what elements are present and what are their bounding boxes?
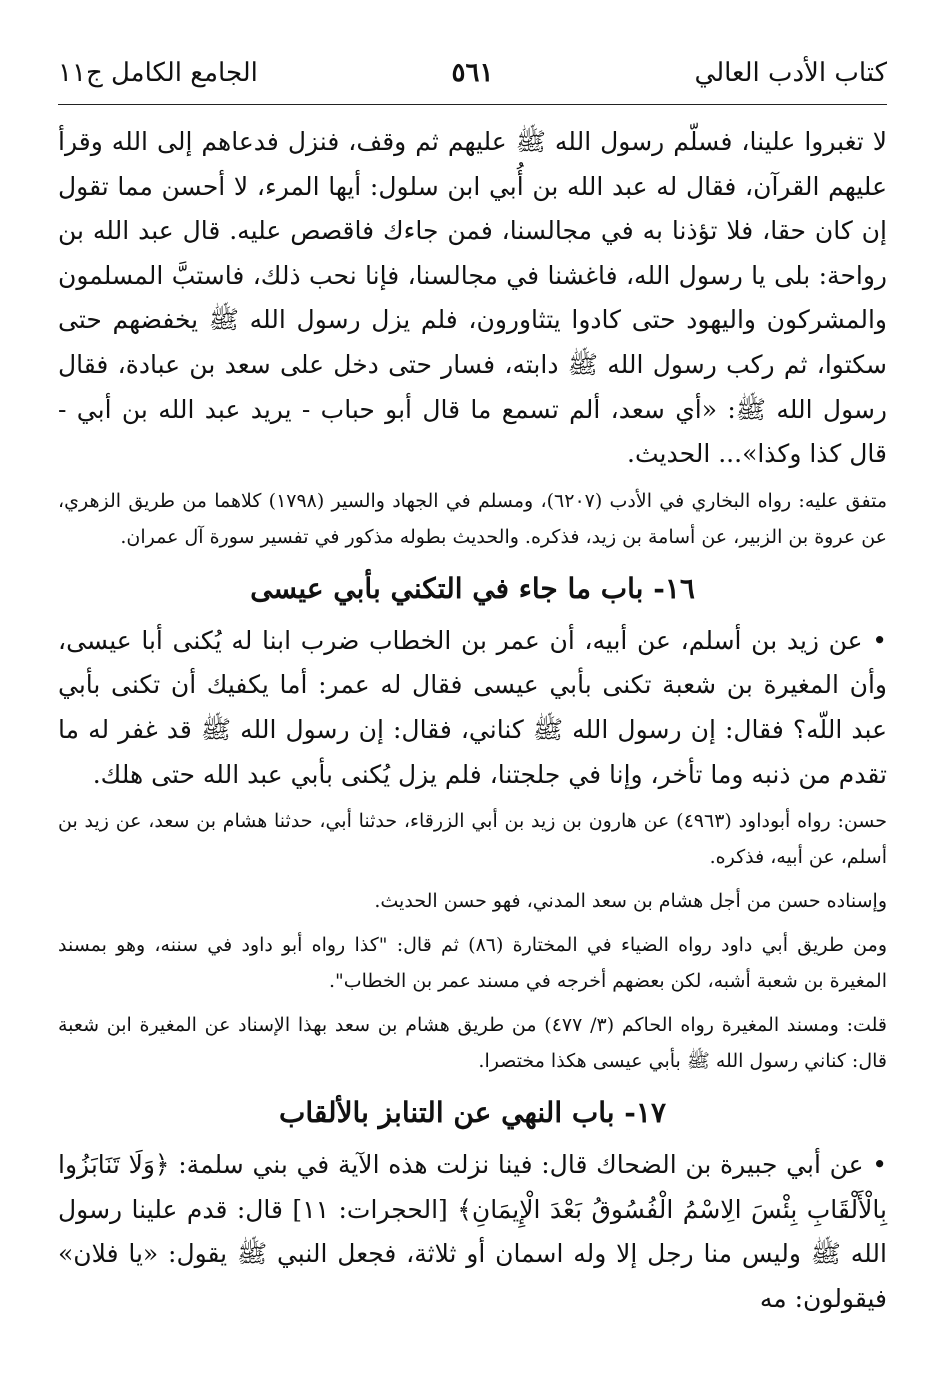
takhrij-note: قلت: ومسند المغيرة رواه الحاكم (٣/ ٤٧٧) من طريق هشام بن سعد بهذا الإسناد عن المغيرة ابن شعبة قال: كناني رسول الله ﷺ بأبي عيسى هكذا مختصرا.	[58, 1014, 887, 1073]
hadith-text: • عن زيد بن أسلم، عن أبيه، أن عمر بن الخطاب ضرب ابنا له يُكنى أبا عيسى، وأن المغيرة بن شعبة تكنى بأبي عيسى فقال له عمر: أما يكفيك أن تكنى بأبي عبد اللّه؟ فقال: إن رسول الله ﷺ كناني، فقال: إن رسول الله ﷺ قد غفر له ما تقدم من ذنبه وما تأخر، وإنا في جلجتنا، فلم يزل يُكنى بأبي عبد الله حتى هلك.	[58, 625, 887, 789]
chapter-heading: ١٦- باب ما جاء في التكني بأبي عيسى	[250, 571, 695, 605]
chapter-heading: ١٧- باب النهي عن التنابز بالألقاب	[278, 1096, 666, 1130]
takhrij-note: ومن طريق أبي داود رواه الضياء في المختارة (٨٦) ثم قال: "كذا رواه أبو داود في سننه، وهو بمسند المغيرة بن شعبة أشبه، لكن بعضهم أخرجه في مسند عمر بن الخطاب".	[58, 934, 887, 993]
hadith-text: لا تغبروا علينا، فسلّم رسول الله ﷺ عليهم ثم وقف، فنزل فدعاهم إلى الله وقرأ عليهم القرآن، فقال له عبد الله بن أُبي ابن سلول: أيها المرء، لا أحسن مما تقول إن كان حقا، فلا تؤذنا به في مجالسنا، فمن جاءك فاقصص عليه. قال عبد الله بن رواحة: بلى يا رسول الله، فاغشنا في مجالسنا، فإنا نحب ذلك، فاستبَّ المسلمون والمشركون واليهود حتى كادوا يتثاورون، فلم يزل رسول الله ﷺ يخفضهم حتى سكتوا، ثم ركب رسول الله ﷺ دابته، فسار حتى دخل على سعد بن عبادة، فقال رسول الله ﷺ: «أي سعد، ألم تسمع ما قال أبو حباب - يريد عبد الله بن أبي - قال كذا وكذا»... الحديث.	[58, 127, 887, 469]
volume-title: الجامع الكامل ج١١	[58, 58, 258, 88]
takhrij-note: متفق عليه: رواه البخاري في الأدب (٦٢٠٧)، ومسلم في الجهاد والسير (١٧٩٨) كلاهما من طريق الزهري، عن عروة بن الزبير، عن أسامة بن زيد، فذكره. والحديث بطوله مذكور في تفسير سورة آل عمران.	[58, 489, 888, 548]
page-header	[58, 52, 887, 106]
page-body	[58, 120, 887, 1328]
takhrij-note: حسن: رواه أبوداود (٤٩٦٣) عن هارون بن زيد بن أبي الزرقاء، حدثنا أبي، حدثنا هشام بن سعد، عن زيد بن أسلم، عن أبيه، فذكره.	[58, 810, 888, 869]
hadith-text: • عن أبي جبيرة بن الضحاك قال: فينا نزلت هذه الآية في بني سلمة: ﴿وَلَا تَنَابَزُوا بِالْأَلْقَابِ بِئْسَ الِاسْمُ الْفُسُوقُ بَعْدَ الْإِيمَانِ﴾ [الحجرات: ١١] قال: قدم علينا رسول الله ﷺ وليس منا رجل إلا وله اسمان أو ثلاثة، فجعل النبي ﷺ يقول: «يا فلان» فيقولون: مه	[58, 1150, 887, 1313]
header-rule	[58, 104, 887, 105]
page-number: ٥٦١	[451, 58, 494, 88]
takhrij-note: وإسناده حسن من أجل هشام بن سعد المدني، فهو حسن الحديث.	[374, 890, 887, 913]
book-title: كتاب الأدب العالي	[694, 58, 887, 88]
